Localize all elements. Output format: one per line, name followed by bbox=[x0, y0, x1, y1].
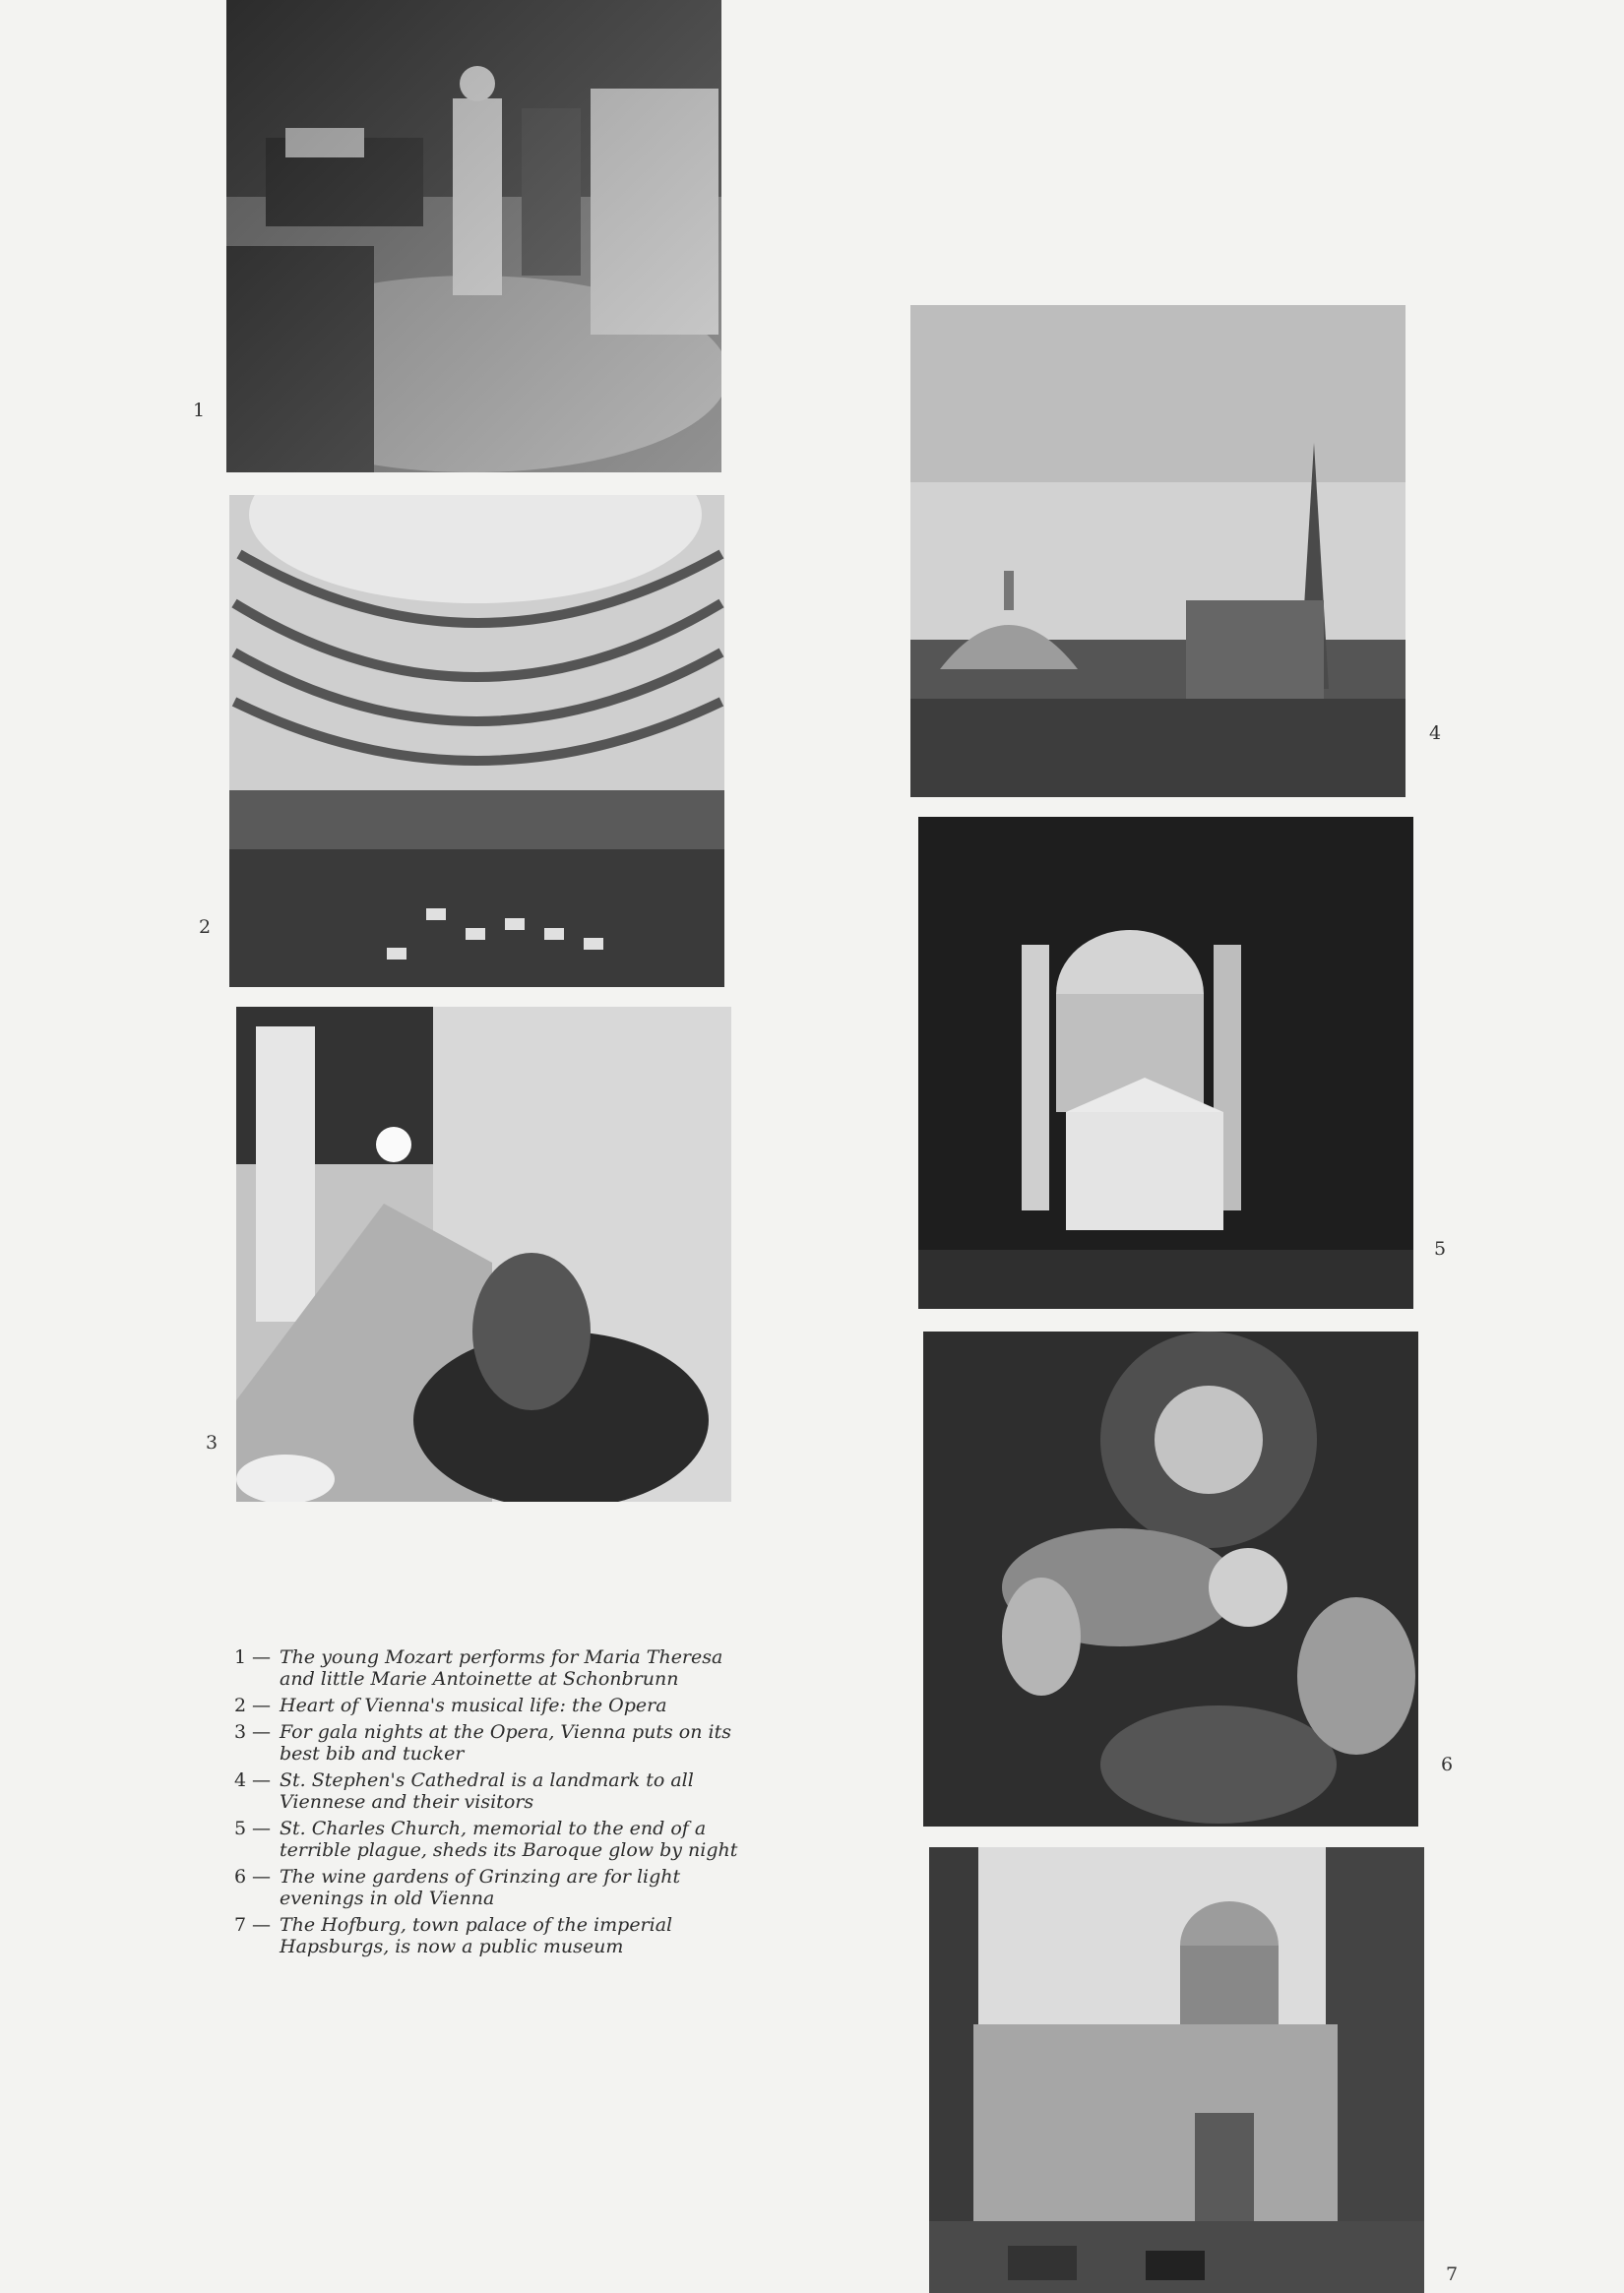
caption-dash: — bbox=[252, 1721, 271, 1743]
caption-text: St. Stephen's Cathedral is a landmark to all Viennese and their visitors bbox=[280, 1769, 694, 1813]
caption-text: Heart of Vienna's musical life: the Opera bbox=[280, 1695, 667, 1716]
caption-item bbox=[234, 1646, 746, 1690]
caption-number: 7 bbox=[234, 1914, 247, 1936]
caption-text: The wine gardens of Grinzing are for light evenings in old Vienna bbox=[280, 1866, 681, 1909]
caption-item bbox=[234, 1818, 746, 1861]
caption-dash: — bbox=[252, 1818, 271, 1839]
photo-mozart-performance bbox=[226, 0, 721, 472]
caption-number: 1 bbox=[234, 1646, 247, 1668]
photo-number-7: 7 bbox=[1446, 2263, 1459, 2285]
caption-number: 5 bbox=[234, 1818, 247, 1839]
caption-dash: — bbox=[252, 1646, 271, 1668]
caption-list bbox=[234, 1646, 746, 1962]
caption-number: 2 bbox=[234, 1695, 247, 1716]
caption-dash: — bbox=[252, 1866, 271, 1888]
photo-number-2: 2 bbox=[199, 916, 212, 938]
caption-text: The young Mozart performs for Maria Theresa and little Marie Antoinette at Schonbrunn bbox=[280, 1646, 723, 1690]
caption-item bbox=[234, 1695, 746, 1716]
caption-dash: — bbox=[252, 1914, 271, 1936]
caption-number: 3 bbox=[234, 1721, 247, 1743]
photo-grinzing-wine-garden bbox=[923, 1332, 1418, 1827]
photo-number-5: 5 bbox=[1434, 1238, 1447, 1260]
photo-number-4: 4 bbox=[1429, 722, 1442, 744]
photo-hofburg bbox=[929, 1847, 1424, 2293]
caption-item bbox=[234, 1721, 746, 1765]
photo-number-1: 1 bbox=[193, 400, 206, 421]
caption-item bbox=[234, 1914, 746, 1957]
caption-text: The Hofburg, town palace of the imperial Hapsburgs, is now a public museum bbox=[280, 1914, 673, 1957]
caption-number: 4 bbox=[234, 1769, 247, 1791]
photo-opera-staircase bbox=[236, 1007, 731, 1502]
photo-number-3: 3 bbox=[206, 1432, 219, 1454]
caption-text: St. Charles Church, memorial to the end of a terrible plague, sheds its Baroque glow by night bbox=[280, 1818, 738, 1861]
caption-dash: — bbox=[252, 1695, 271, 1716]
caption-text: For gala nights at the Opera, Vienna puts on its best bib and tucker bbox=[280, 1721, 731, 1765]
photo-opera-auditorium bbox=[229, 495, 724, 987]
photo-st-charles-church bbox=[918, 817, 1413, 1309]
photo-number-6: 6 bbox=[1441, 1754, 1454, 1775]
caption-item bbox=[234, 1769, 746, 1813]
photo-vienna-skyline bbox=[910, 305, 1405, 797]
caption-number: 6 bbox=[234, 1866, 247, 1888]
caption-item bbox=[234, 1866, 746, 1909]
caption-dash: — bbox=[252, 1769, 271, 1791]
